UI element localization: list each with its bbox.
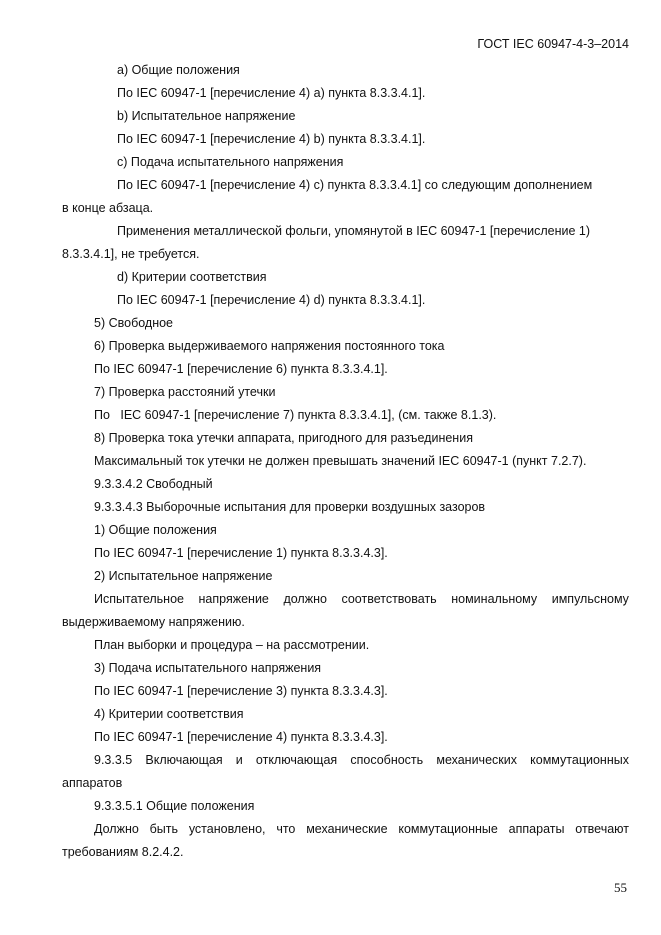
text-line: 4) Критерии соответствия: [94, 707, 244, 721]
text-line: По IEC 60947-1 [перечисление 4) пункта 8.3.3.4.3].: [94, 730, 388, 744]
word: механические: [306, 822, 388, 836]
text-line: 2) Испытательное напряжение: [94, 569, 273, 583]
text-line: 5) Свободное: [94, 316, 174, 330]
word: установлено,: [188, 822, 266, 836]
text-line: Максимальный ток утечки не должен превышать значений IEC 60947-1 (пункт 7.2.7).: [94, 454, 587, 468]
text-line: По IEC 60947-1 [перечисление 4) d) пункта 8.3.3.4.1].: [117, 293, 426, 307]
text-line: 8.3.3.4.1], не требуется.: [62, 247, 200, 261]
text-line: По IEC 60947-1 [перечисление 4) а) пункта 8.3.3.4.1].: [117, 86, 426, 100]
word: Должно: [94, 822, 139, 836]
text-line: 3) Подача испытательного напряжения: [94, 661, 322, 675]
word: механических: [436, 753, 517, 767]
justified-line: [94, 591, 629, 607]
text-line: По IEC 60947-1 [перечисление 1) пункта 8.3.3.4.3].: [94, 546, 388, 560]
text-line: с) Подача испытательного напряжения: [117, 155, 344, 169]
text-line: в конце абзаца.: [62, 201, 154, 215]
word: должно: [283, 592, 327, 606]
text-line: По IEC 60947-1 [перечисление 6) пункта 8.3.3.4.1].: [94, 362, 388, 376]
word: отключающая: [255, 753, 338, 767]
word: быть: [149, 822, 178, 836]
text-line: 9.3.3.5.1 Общие положения: [94, 799, 255, 813]
word: импульсному: [551, 592, 629, 606]
text-line: 1) Общие положения: [94, 523, 217, 537]
word: коммутационные: [398, 822, 498, 836]
text-line: а) Общие положения: [117, 63, 240, 77]
word: Включающая: [145, 753, 223, 767]
text-line: 7) Проверка расстояний утечки: [94, 385, 276, 399]
word: отвечают: [575, 822, 629, 836]
text-line: По IEC 60947-1 [перечисление 4) с) пункта 8.3.3.4.1] со следующим дополнением: [117, 178, 593, 192]
text-line: Применения металлической фольги, упомянутой в IEC 60947-1 [перечисление 1): [117, 224, 591, 238]
text-line: 9.3.3.4.2 Свободный: [94, 477, 213, 491]
word: напряжение: [198, 592, 269, 606]
text-line: 6) Проверка выдерживаемого напряжения постоянного тока: [94, 339, 445, 353]
word: Испытательное: [94, 592, 184, 606]
text-line: По IEC 60947-1 [перечисление 7) пункта 8.3.3.4.1], (см. также 8.1.3).: [94, 408, 497, 422]
text-line: 9.3.3.4.3 Выборочные испытания для проверки воздушных зазоров: [94, 500, 486, 514]
text-line: 8) Проверка тока утечки аппарата, пригодного для разъединения: [94, 431, 473, 445]
word: аппараты: [508, 822, 565, 836]
text-line: аппаратов: [62, 776, 123, 790]
justified-line: [94, 821, 629, 837]
word: соответствовать: [341, 592, 437, 606]
word: коммутационных: [530, 753, 629, 767]
text-line: План выборки и процедура – на рассмотрении.: [94, 638, 370, 652]
text-line: По IEC 60947-1 [перечисление 3) пункта 8.3.3.4.3].: [94, 684, 388, 698]
word: и: [235, 753, 243, 767]
page-number: 55: [614, 880, 627, 895]
word: способность: [350, 753, 424, 767]
word: номинальному: [451, 592, 538, 606]
text-line: выдерживаемому напряжению.: [62, 615, 245, 629]
text-line: d) Критерии соответствия: [117, 270, 267, 284]
justified-line: [94, 752, 629, 768]
word: 9.3.3.5: [94, 753, 133, 767]
word: что: [276, 822, 296, 836]
text-line: требованиям 8.2.4.2.: [62, 845, 184, 859]
text-line: b) Испытательное напряжение: [117, 109, 296, 123]
text-line: По IEC 60947-1 [перечисление 4) b) пункта 8.3.3.4.1].: [117, 132, 426, 146]
document-header: ГОСТ IEC 60947-4-3–2014: [477, 37, 629, 51]
